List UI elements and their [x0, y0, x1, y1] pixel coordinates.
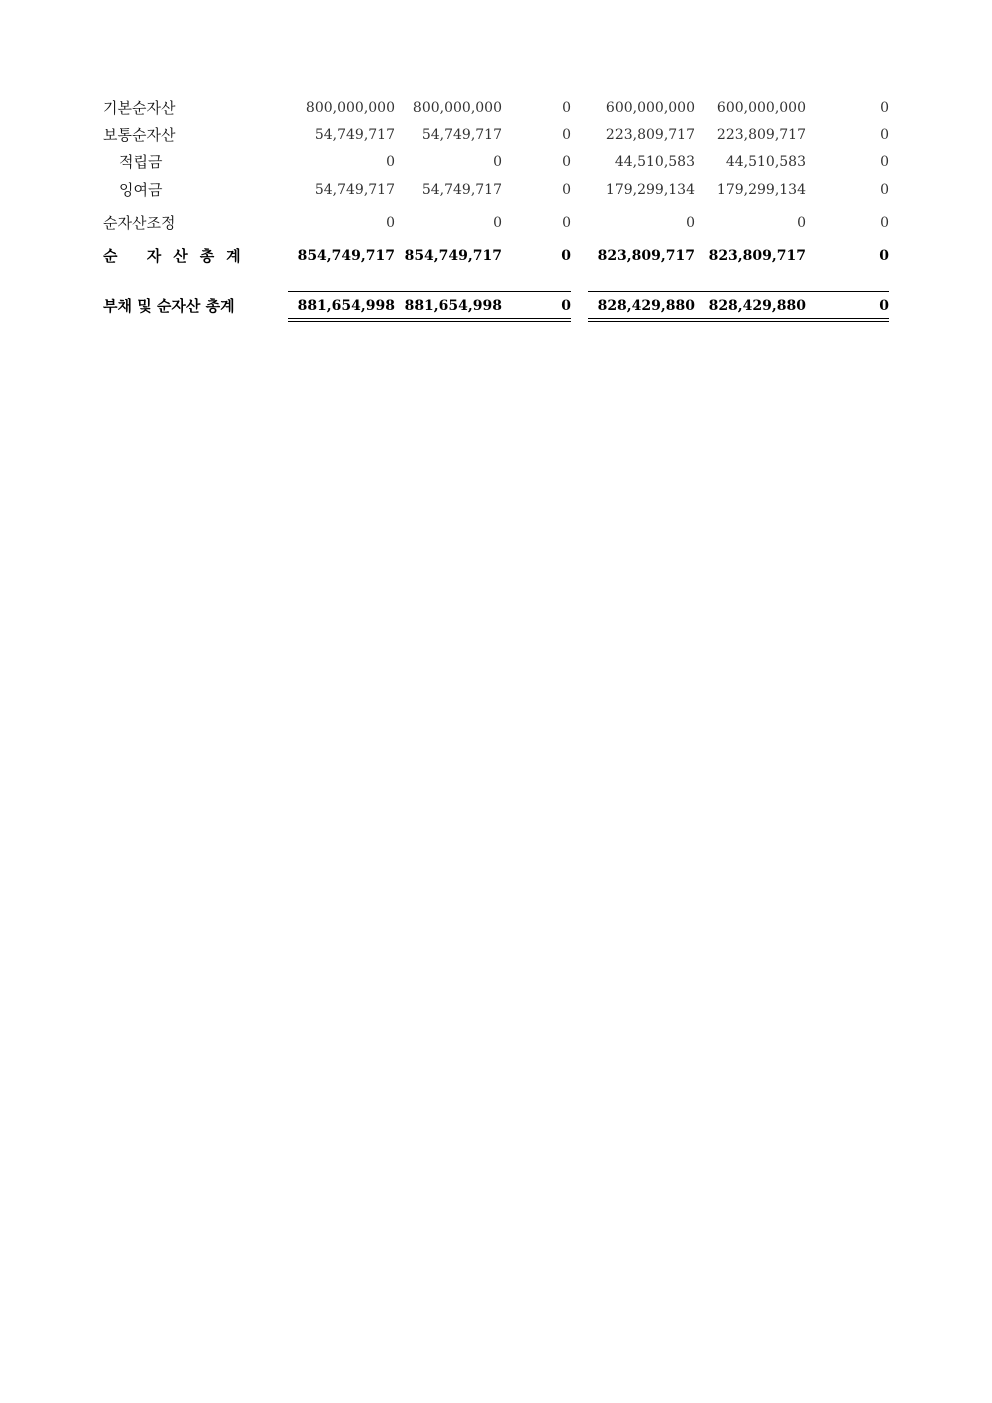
- table-cell: 0: [386, 154, 395, 170]
- table-cell: 0: [879, 248, 889, 264]
- total-double-rule: [288, 321, 571, 322]
- total-double-rule: [588, 318, 889, 319]
- table-cell: 0: [880, 100, 889, 116]
- table-cell: 54,749,717: [314, 127, 395, 143]
- row-label: 순자산조정: [103, 214, 176, 232]
- table-cell: 0: [386, 215, 395, 231]
- table-cell: 223,809,717: [605, 127, 695, 143]
- table-row: [0, 211, 992, 235]
- table-cell: 823,809,717: [708, 248, 806, 264]
- table-cell: 0: [880, 127, 889, 143]
- table-cell: 44,510,583: [725, 154, 806, 170]
- table-cell: 881,654,998: [297, 298, 395, 314]
- table-cell: 0: [562, 215, 571, 231]
- table-cell: 0: [880, 154, 889, 170]
- table-row: [0, 150, 992, 174]
- table-cell: 854,749,717: [404, 248, 502, 264]
- table-row: [0, 178, 992, 202]
- table-cell: 0: [880, 182, 889, 198]
- table-cell: 54,749,717: [421, 182, 502, 198]
- row-label: 적립금: [119, 153, 163, 171]
- table-cell: 800,000,000: [412, 100, 502, 116]
- row-label: 잉여금: [119, 181, 163, 199]
- total-top-rule: [288, 291, 571, 292]
- table-cell: 823,809,717: [597, 248, 695, 264]
- row-label: 기본순자산: [103, 99, 176, 117]
- table-cell: 0: [686, 215, 695, 231]
- table-cell: 179,299,134: [716, 182, 806, 198]
- row-label: 보통순자산: [103, 126, 176, 144]
- table-cell: 179,299,134: [605, 182, 695, 198]
- table-cell: 0: [879, 298, 889, 314]
- table-cell: 0: [493, 154, 502, 170]
- row-label: 부채 및 순자산 총계: [103, 297, 235, 315]
- table-cell: 800,000,000: [305, 100, 395, 116]
- table-cell: 600,000,000: [605, 100, 695, 116]
- table-row: [0, 123, 992, 147]
- table-cell: 0: [561, 248, 571, 264]
- table-cell: 828,429,880: [597, 298, 695, 314]
- total-double-rule: [288, 318, 571, 319]
- table-cell: 0: [561, 298, 571, 314]
- grand-total-row: [0, 294, 992, 318]
- table-cell: 0: [562, 182, 571, 198]
- table-cell: 54,749,717: [421, 127, 502, 143]
- table-cell: 0: [562, 154, 571, 170]
- table-cell: 0: [562, 127, 571, 143]
- table-cell: 223,809,717: [716, 127, 806, 143]
- total-top-rule: [588, 291, 889, 292]
- row-label: 순 자산총계: [103, 247, 253, 265]
- table-cell: 0: [797, 215, 806, 231]
- table-cell: 0: [562, 100, 571, 116]
- table-cell: 0: [493, 215, 502, 231]
- table-cell: 0: [880, 215, 889, 231]
- table-row: [0, 96, 992, 120]
- table-cell: 828,429,880: [708, 298, 806, 314]
- table-cell: 854,749,717: [297, 248, 395, 264]
- table-cell: 44,510,583: [614, 154, 695, 170]
- table-cell: 54,749,717: [314, 182, 395, 198]
- subtotal-row: [0, 244, 992, 268]
- table-cell: 600,000,000: [716, 100, 806, 116]
- total-double-rule: [588, 321, 889, 322]
- table-cell: 881,654,998: [404, 298, 502, 314]
